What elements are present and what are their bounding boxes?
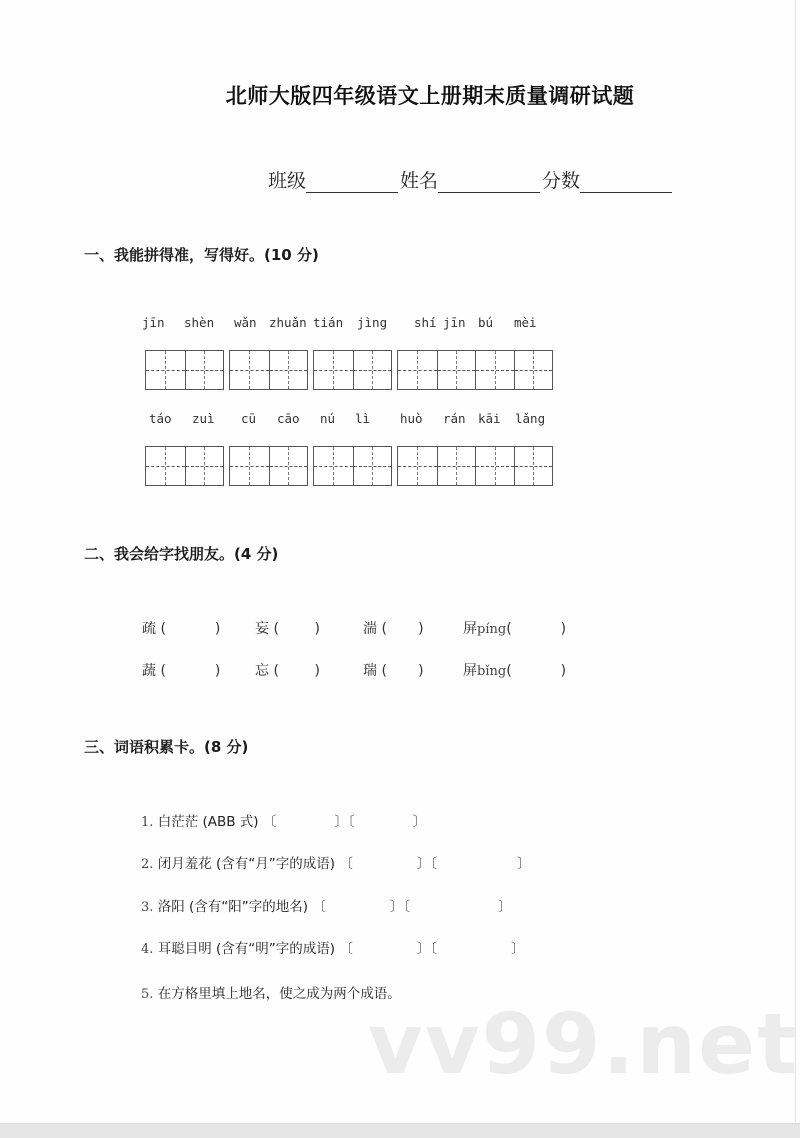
pinyin-label: jīn — [443, 315, 466, 330]
page-title: 北师大版四年级语文上册期末质量调研试题 — [225, 84, 635, 108]
writing-cell[interactable] — [185, 447, 224, 485]
vocab-item-4 — [141, 937, 525, 957]
writing-cell[interactable] — [475, 447, 514, 485]
item-prompt: 闭月羞花 (含有“月”字的成语) — [157, 856, 336, 872]
section-1-heading: 一、我能拼得准，写得好。(10 分) — [84, 246, 319, 264]
class-blank[interactable] — [306, 172, 398, 193]
answer-blank[interactable]: ( ) — [506, 663, 567, 679]
item-prompt: 在方格里填上地名，使之成为两个成语。 — [157, 986, 401, 1002]
pinyin-label: rán — [443, 411, 466, 426]
writing-grid-group — [397, 446, 553, 486]
answer-blank[interactable]: ( ) — [506, 621, 567, 637]
character: 疏 — [142, 621, 156, 637]
pinyin-label: zuì — [192, 411, 215, 426]
class-label: 班级 — [268, 170, 307, 192]
section-3-heading: 三、词语积累卡。(8 分) — [84, 738, 249, 756]
writing-cell[interactable] — [514, 351, 553, 389]
friend-item — [255, 618, 320, 638]
pinyin-label: jīn — [142, 315, 165, 330]
item-prompt: 洛阳 (含有“阳”字的地名) — [157, 899, 309, 915]
writing-cell[interactable] — [437, 351, 476, 389]
writing-grid-group — [397, 350, 553, 390]
writing-cell[interactable] — [230, 351, 269, 389]
score-label: 分数 — [542, 170, 581, 192]
character: 屏 — [463, 621, 477, 637]
writing-cell[interactable] — [230, 447, 269, 485]
score-blank[interactable] — [580, 172, 672, 193]
writing-cell[interactable] — [398, 447, 437, 485]
friend-item — [255, 660, 320, 680]
writing-grid-group — [313, 446, 392, 486]
writing-grid-group — [145, 446, 224, 486]
writing-cell[interactable] — [353, 447, 392, 485]
item-number: 3. — [141, 900, 154, 915]
writing-grid-group — [229, 446, 308, 486]
item-prompt: 耳聪目明 (含有“明”字的成语) — [157, 941, 336, 957]
character: 屏 — [463, 663, 477, 679]
answer-blank[interactable]: ( ) — [156, 663, 221, 679]
answer-blank[interactable]: ( ) — [156, 621, 221, 637]
watermark: vv99.net — [368, 995, 800, 1093]
writing-cell[interactable] — [475, 351, 514, 389]
writing-cell[interactable] — [146, 351, 185, 389]
name-blank[interactable] — [438, 172, 540, 193]
friend-item — [463, 618, 566, 638]
pinyin-label: zhuǎn — [269, 315, 307, 330]
vocab-item-5 — [141, 982, 401, 1002]
writing-cell[interactable] — [185, 351, 224, 389]
friend-item — [142, 618, 220, 638]
item-number: 1. — [141, 815, 154, 830]
writing-cell[interactable] — [514, 447, 553, 485]
character: 湍 — [363, 621, 377, 637]
answer-bracket-2[interactable]: 〔 〕 — [430, 941, 525, 957]
name-label: 姓名 — [400, 170, 439, 192]
character: 妄 — [255, 621, 269, 637]
character: 瑞 — [363, 663, 377, 679]
pinyin-hint: píng — [477, 622, 507, 637]
answer-bracket-1[interactable]: 〔 〕 — [339, 941, 431, 957]
pinyin-label: cāo — [277, 411, 300, 426]
item-number: 5. — [141, 987, 154, 1002]
section-2-heading: 二、我会给字找朋友。(4 分) — [84, 545, 279, 563]
writing-cell[interactable] — [314, 447, 353, 485]
answer-bracket-1[interactable]: 〔 〕 — [262, 814, 348, 830]
pinyin-label: táo — [149, 411, 172, 426]
viewer-bottom-bar — [0, 1123, 800, 1138]
answer-bracket-2[interactable]: 〔 〕 — [430, 856, 531, 872]
item-number: 4. — [141, 942, 154, 957]
writing-grid-group — [313, 350, 392, 390]
friend-item — [463, 660, 566, 680]
pinyin-label: cū — [241, 411, 257, 426]
vocab-item-2 — [141, 852, 531, 872]
item-number: 2. — [141, 857, 154, 872]
writing-cell[interactable] — [398, 351, 437, 389]
pinyin-label: huò — [400, 411, 423, 426]
student-info-row — [268, 166, 674, 193]
answer-bracket-1[interactable]: 〔 〕 — [312, 899, 404, 915]
writing-cell[interactable] — [437, 447, 476, 485]
pinyin-label: bú — [478, 315, 494, 330]
writing-cell[interactable] — [269, 351, 308, 389]
writing-cell[interactable] — [146, 447, 185, 485]
pinyin-label: mèi — [514, 315, 537, 330]
writing-grid-group — [229, 350, 308, 390]
writing-cell[interactable] — [269, 447, 308, 485]
answer-blank[interactable]: ( ) — [269, 663, 320, 679]
writing-cell[interactable] — [353, 351, 392, 389]
pinyin-label: lì — [355, 411, 371, 426]
answer-bracket-1[interactable]: 〔 〕 — [339, 856, 431, 872]
friend-item — [363, 618, 424, 638]
friend-item — [142, 660, 220, 680]
answer-blank[interactable]: ( ) — [377, 663, 424, 679]
character: 蔬 — [142, 663, 156, 679]
pinyin-label: jìng — [357, 315, 388, 330]
pinyin-label: tián — [313, 315, 344, 330]
vocab-item-1 — [141, 810, 426, 830]
pinyin-label: shí — [414, 315, 437, 330]
pinyin-label: wǎn — [234, 315, 257, 330]
item-prompt: 白茫茫 (ABB 式) — [157, 814, 259, 830]
writing-grid-group — [145, 350, 224, 390]
answer-bracket-2[interactable]: 〔 〕 — [403, 899, 512, 915]
pinyin-label: nú — [320, 411, 336, 426]
pinyin-hint: bǐng — [477, 664, 507, 679]
answer-blank[interactable]: ( ) — [269, 621, 320, 637]
answer-blank[interactable]: ( ) — [377, 621, 424, 637]
character: 忘 — [255, 663, 269, 679]
vocab-item-3 — [141, 895, 512, 915]
answer-bracket-2[interactable]: 〔 〕 — [347, 814, 427, 830]
pinyin-label: kāi — [478, 411, 501, 426]
pinyin-label: shèn — [184, 315, 215, 330]
pinyin-label: lǎng — [515, 411, 546, 426]
friend-item — [363, 660, 424, 680]
writing-cell[interactable] — [314, 351, 353, 389]
